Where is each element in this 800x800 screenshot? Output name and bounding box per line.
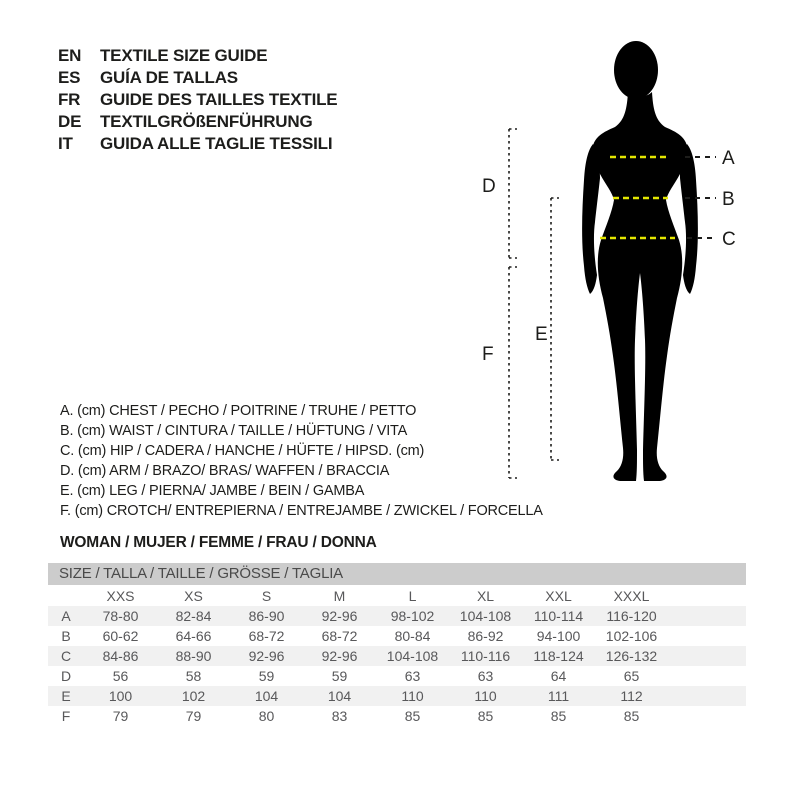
cell: 85: [623, 708, 640, 724]
measure-label-leg: E: [535, 324, 548, 345]
cell: 92-96: [321, 608, 358, 624]
legend-item-arm: D. (cm) ARM / BRAZO/ BRAS/ WAFFEN / BRACCIA: [60, 463, 390, 479]
cell: 58: [185, 668, 202, 684]
language-title: GUÍA DE TALLAS: [100, 68, 238, 87]
language-code: FR: [58, 90, 81, 109]
cell: 111: [547, 688, 570, 704]
row-label: D: [60, 668, 72, 684]
cell: 116-120: [606, 608, 657, 624]
cell: 102-106: [605, 628, 658, 644]
cell: 94-100: [536, 628, 581, 644]
cell: 88-90: [175, 648, 212, 664]
cell: 64: [550, 668, 567, 684]
size-columns-row: [48, 585, 746, 606]
column-header-xs: XS: [184, 587, 203, 604]
cell: 110-114: [533, 608, 584, 624]
cell: 78-80: [102, 608, 139, 624]
row-label: A: [61, 608, 71, 624]
column-header-xxl: XXL: [545, 587, 572, 604]
language-code: DE: [58, 112, 82, 131]
measure-label-arm: D: [482, 176, 496, 197]
silhouette-left-arm: [582, 144, 600, 294]
row-label: B: [61, 628, 71, 644]
table-row-leg: [48, 686, 746, 706]
cell: 85: [477, 708, 494, 724]
cell: 85: [404, 708, 421, 724]
cell-spacer: [668, 666, 746, 686]
language-title: GUIDA ALLE TAGLIE TESSILI: [100, 134, 333, 153]
cell: 79: [185, 708, 202, 724]
table-row-crotch: [48, 706, 746, 726]
legend-item-leg: E. (cm) LEG / PIERNA/ JAMBE / BEIN / GAMBA: [60, 483, 365, 499]
gender-heading: WOMAN / MUJER / FEMME / FRAU / DONNA: [60, 534, 377, 551]
size-table-header-bar: SIZE / TALLA / TAILLE / GRÖSSE / TAGLIA: [48, 563, 746, 585]
column-header-spacer: [668, 585, 746, 606]
cell: 65: [623, 668, 640, 684]
cell: 56: [112, 668, 129, 684]
table-row-arm: [48, 666, 746, 686]
cell: 110: [401, 688, 424, 704]
cell: 68-72: [321, 628, 358, 644]
silhouette-body: [592, 92, 687, 481]
column-header-xxs: XXS: [106, 587, 135, 604]
cell: 92-96: [248, 648, 285, 664]
size-columns-corner: [48, 585, 84, 606]
language-row-fr: [58, 89, 337, 111]
table-row-chest: [48, 606, 746, 626]
cell: 59: [258, 668, 275, 684]
column-header-xl: XL: [476, 587, 495, 604]
cell-spacer: [668, 626, 746, 646]
legend-item-waist: B. (cm) WAIST / CINTURA / TAILLE / HÜFTUNG / VITA: [60, 423, 408, 439]
language-title: TEXTILGRÖßENFÜHRUNG: [100, 112, 313, 131]
cell: 104-108: [386, 648, 439, 664]
row-label: C: [60, 648, 72, 664]
column-header-s: S: [261, 587, 272, 604]
table-row-waist: [48, 626, 746, 646]
language-title: TEXTILE SIZE GUIDE: [100, 46, 268, 65]
cell: 92-96: [321, 648, 358, 664]
cell: 118-124: [533, 648, 584, 664]
column-header-l: L: [408, 587, 417, 604]
size-table: [48, 585, 746, 726]
cell: 112: [620, 688, 643, 704]
cell: 63: [477, 668, 494, 684]
language-code: ES: [58, 68, 81, 87]
column-header-xxxl: XXXL: [613, 587, 650, 604]
cell: 126-132: [605, 648, 658, 664]
cell: 80: [258, 708, 275, 724]
leg-measure-bracket: [551, 198, 559, 460]
table-row-hip: [48, 646, 746, 666]
cell: 86-92: [467, 628, 504, 644]
cell: 104-108: [459, 608, 512, 624]
measure-label-waist: B: [722, 189, 735, 210]
cell: 84-86: [102, 648, 139, 664]
language-title-list: [58, 45, 337, 155]
cell: 68-72: [248, 628, 285, 644]
cell: 85: [550, 708, 567, 724]
row-label: F: [61, 708, 71, 724]
silhouette-head: [614, 41, 658, 99]
cell: 110-116: [460, 648, 511, 664]
language-title: GUIDE DES TAILLES TEXTILE: [100, 90, 338, 109]
language-row-en: [58, 45, 337, 67]
cell: 104: [254, 688, 279, 704]
cell-spacer: [668, 686, 746, 706]
cell: 80-84: [394, 628, 431, 644]
measure-label-chest: A: [722, 148, 735, 169]
legend-item-hip: C. (cm) HIP / CADERA / HANCHE / HÜFTE / HIPSD. (cm): [60, 443, 425, 459]
language-row-de: [58, 111, 337, 133]
cell: 60-62: [102, 628, 139, 644]
cell: 59: [331, 668, 348, 684]
column-header-m: M: [333, 587, 346, 604]
cell: 79: [112, 708, 129, 724]
arm-measure-bracket: [509, 129, 517, 258]
language-code: IT: [58, 134, 73, 153]
cell: 83: [331, 708, 348, 724]
cell-spacer: [668, 706, 746, 726]
cell: 110: [474, 688, 497, 704]
language-code: EN: [58, 46, 82, 65]
measure-label-hip: C: [722, 229, 736, 250]
legend-item-crotch: F. (cm) CROTCH/ ENTREPIERNA / ENTREJAMBE / ZWICKEL / FORCELLA: [60, 503, 543, 519]
cell: 86-90: [248, 608, 285, 624]
cell-spacer: [668, 606, 746, 626]
row-label: E: [61, 688, 71, 704]
size-table-section: [48, 563, 746, 726]
silhouette-right-arm: [680, 144, 698, 294]
cell: 82-84: [175, 608, 212, 624]
measure-label-crotch: F: [482, 344, 494, 365]
cell-spacer: [668, 646, 746, 666]
cell: 64-66: [175, 628, 212, 644]
measurement-legend: [60, 401, 543, 521]
cell: 102: [181, 688, 206, 704]
language-row-it: [58, 133, 337, 155]
language-row-es: [58, 67, 337, 89]
cell: 63: [404, 668, 421, 684]
cell: 100: [108, 688, 133, 704]
cell: 98-102: [390, 608, 435, 624]
cell: 104: [327, 688, 352, 704]
legend-item-chest: A. (cm) CHEST / PECHO / POITRINE / TRUHE / PETTO: [60, 403, 417, 419]
